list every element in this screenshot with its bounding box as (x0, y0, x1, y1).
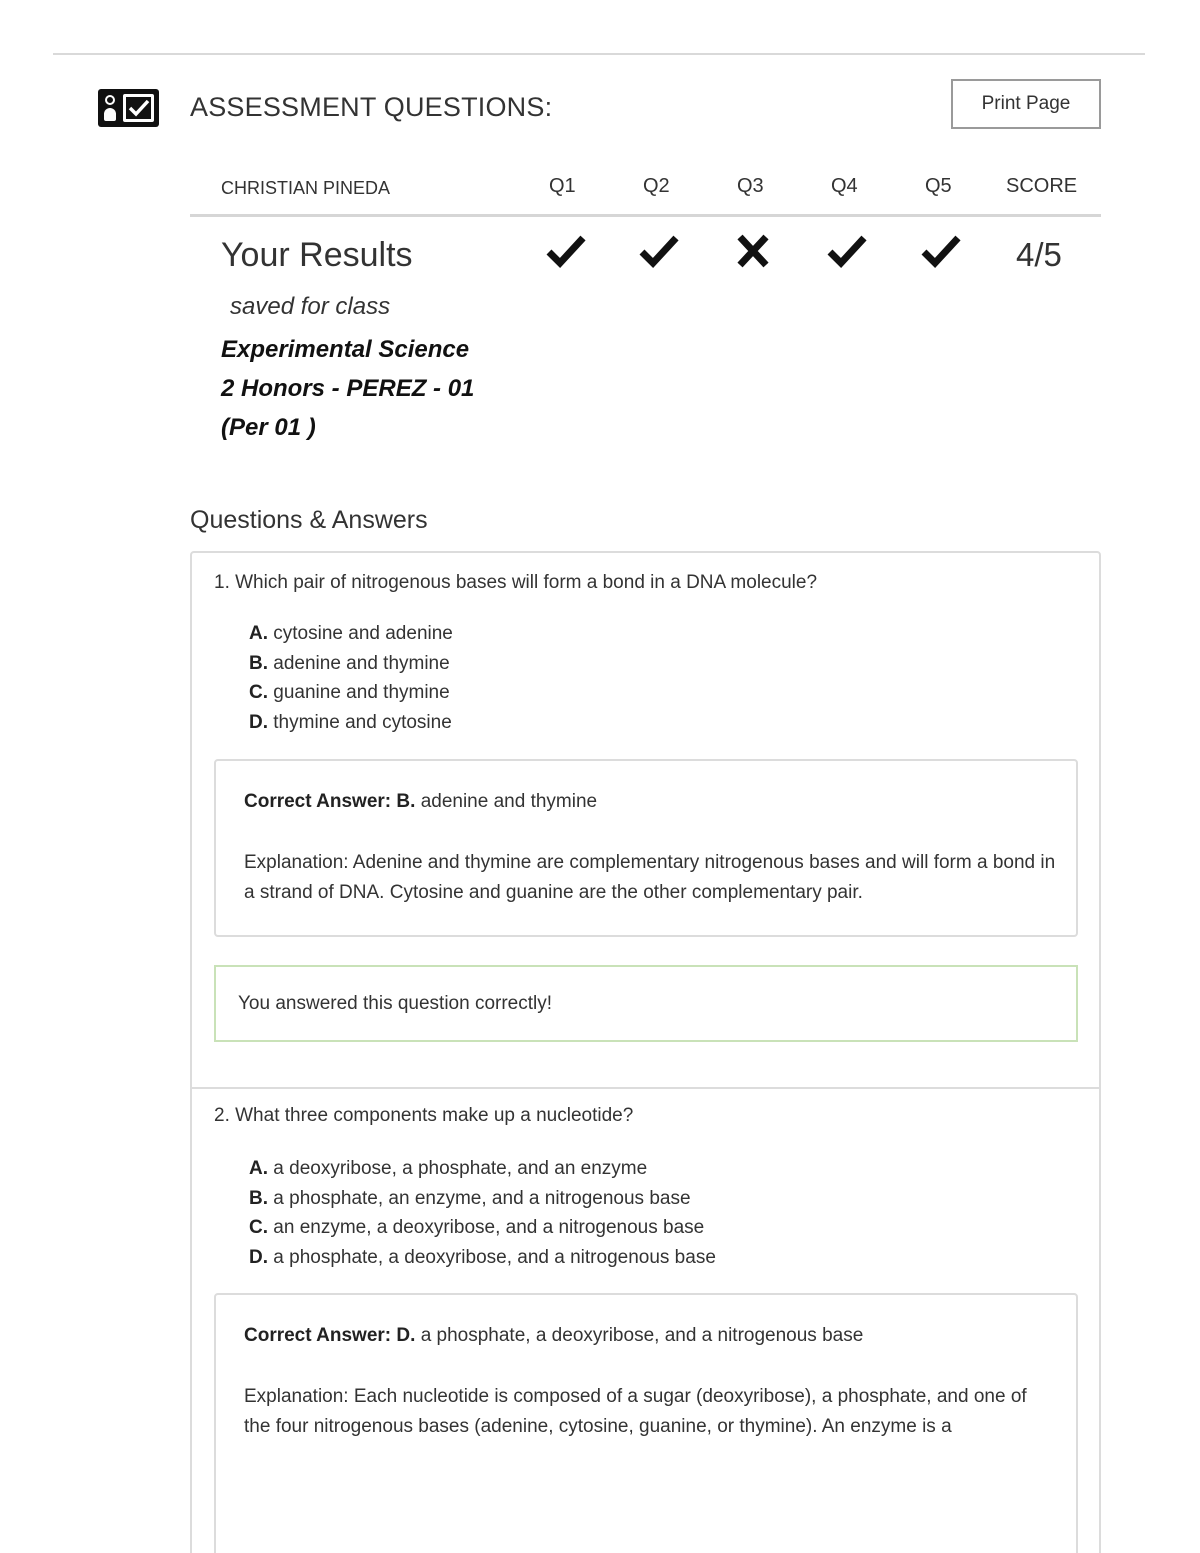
correct-answer-box (214, 1293, 1078, 1553)
q4-check-icon (827, 233, 867, 269)
option-item: D. thymine and cytosine (249, 711, 452, 733)
feedback-correct-banner (214, 965, 1078, 1042)
option-item: B. a phosphate, an enzyme, and a nitrogenous base (249, 1187, 691, 1209)
option-item: A. a deoxyribose, a phosphate, and an enzyme (249, 1158, 648, 1179)
column-q4: Q4 (831, 175, 858, 197)
header-divider (190, 214, 1101, 217)
person-icon (103, 94, 117, 122)
explanation-text: Explanation: Adenine and thymine are complementary nitrogenous bases and will form a bond in a strand of DNA. Cytosine and guanine are the other complementary pair. (244, 852, 1056, 903)
answer-options (249, 1154, 716, 1272)
column-q2: Q2 (643, 175, 670, 197)
question-divider (192, 1087, 1099, 1089)
correct-answer-line: Correct Answer: B. adenine and thymine (244, 791, 598, 812)
correct-answer-box (214, 759, 1078, 937)
option-item: D. a phosphate, a deoxyribose, and a nitrogenous base (249, 1246, 716, 1268)
column-q5: Q5 (925, 175, 952, 197)
option-item: C. guanine and thymine (249, 682, 450, 703)
class-line: Experimental Science (221, 336, 470, 363)
q3-cross-icon (733, 233, 773, 269)
column-q1: Q1 (549, 175, 576, 197)
option-item: B. adenine and thymine (249, 652, 450, 674)
class-line: (Per 01 ) (221, 414, 316, 441)
student-name: CHRISTIAN PINEDA (221, 178, 391, 198)
option-item: C. an enzyme, a deoxyribose, and a nitrogenous base (249, 1217, 705, 1238)
results-title: Your Results (221, 236, 413, 274)
qa-section-title: Questions & Answers (190, 506, 428, 534)
q2-check-icon (639, 233, 679, 269)
top-divider (53, 53, 1145, 55)
option-item: A. cytosine and adenine (249, 623, 453, 644)
column-score: SCORE (1006, 175, 1078, 197)
page-title: ASSESSMENT QUESTIONS: (190, 92, 553, 122)
question-text: 1. Which pair of nitrogenous bases will form a bond in a DNA molecule? (214, 572, 818, 593)
q1-check-icon (546, 233, 586, 269)
saved-for-class-label: saved for class (230, 293, 391, 320)
q5-check-icon (921, 233, 961, 269)
print-page-button[interactable]: Print Page (951, 79, 1101, 129)
explanation-text: Explanation: Each nucleotide is composed of a sugar (deoxyribose), a phosphate, and one of the four nitrogenous bases (adenine, cytosine, guanine, or thymine). An enzyme is a (244, 1386, 1027, 1437)
answer-options (249, 619, 453, 737)
score-value: 4/5 (1016, 236, 1062, 273)
checkbox-icon (123, 94, 154, 122)
question-text: 2. What three components make up a nucleotide? (214, 1105, 634, 1126)
assessment-check-icon (98, 89, 159, 127)
correct-answer-line: Correct Answer: D. a phosphate, a deoxyribose, and a nitrogenous base (244, 1325, 864, 1346)
column-q3: Q3 (737, 175, 764, 197)
class-name (221, 330, 521, 447)
feedback-text: You answered this question correctly! (238, 993, 553, 1014)
class-line: 2 Honors - PEREZ - 01 (221, 375, 475, 402)
qa-panel (190, 551, 1101, 1553)
